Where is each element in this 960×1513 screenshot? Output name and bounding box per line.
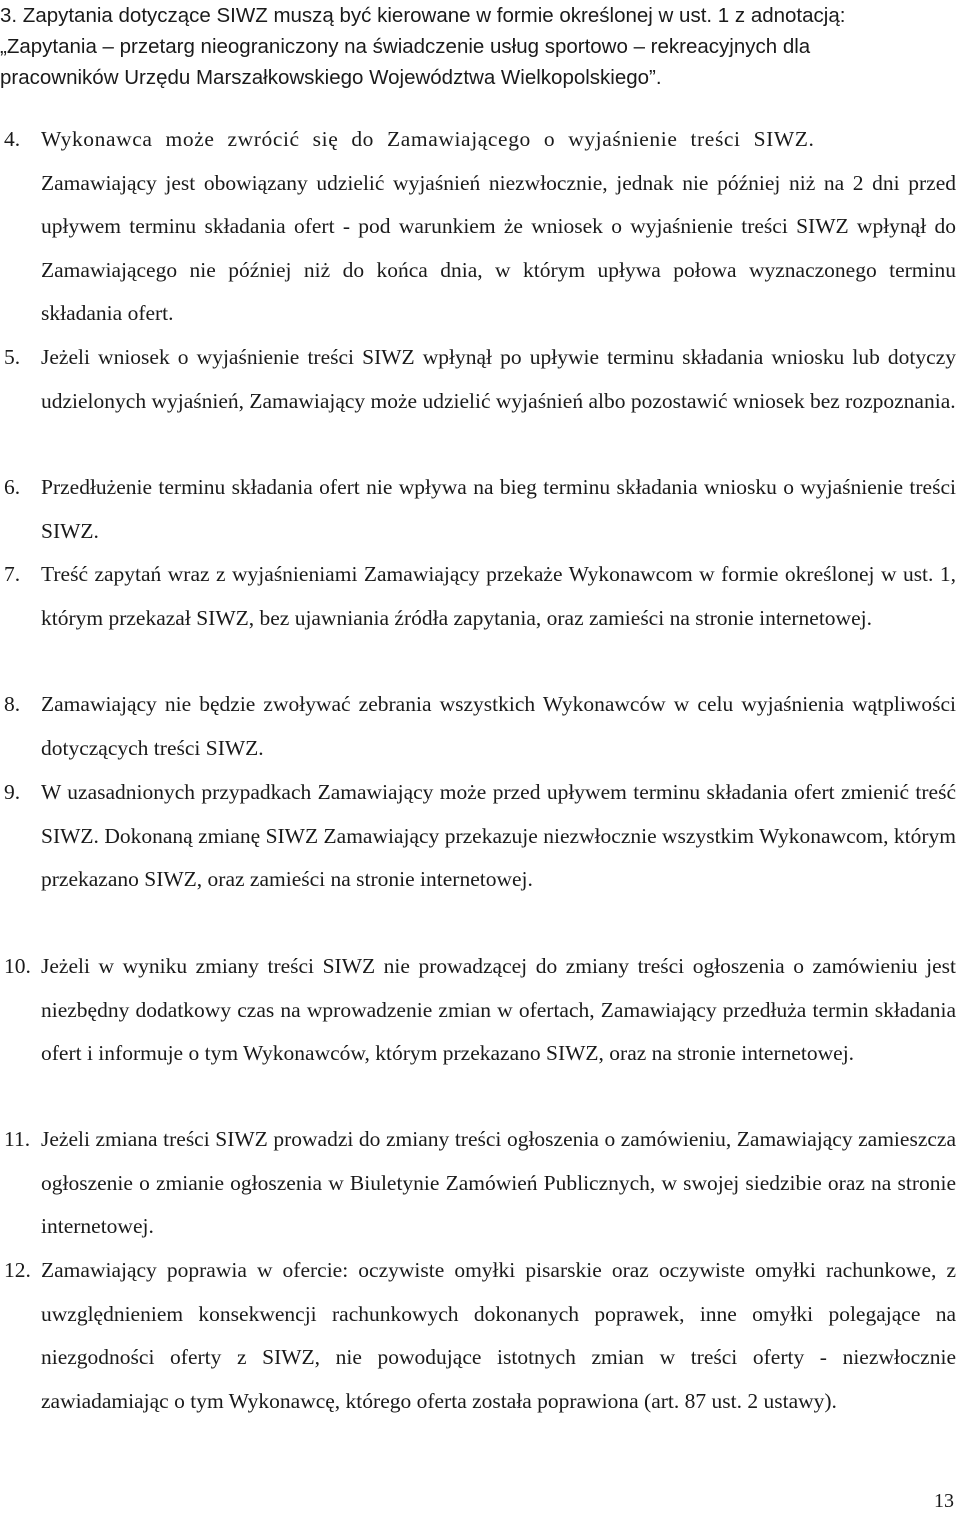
page-number: 13: [934, 1490, 954, 1512]
list-item-number: 12.: [4, 1258, 31, 1282]
list-item-text: Jeżeli w wyniku zmiany treści SIWZ nie prowadzącej do zmiany treści ogłoszenia o zamówieniu jest niezbędny dodatkowy czas na wprowadzenie zmian w ofertach, Zamawiający przedłuża termin składania ofert i informuje o tym Wykonawców, którym przekazano SIWZ, oraz na stronie internetowej.: [41, 954, 956, 1066]
list-item-text-continued: Zamawiający jest obowiązany udzielić wyjaśnień niezwłocznie, jednak nie później niż na 2 dni przed upływem terminu składania ofert - pod warunkiem że wniosek o wyjaśnienie treści SIWZ wpłynął do Zamawiającego nie później niż do końca dnia, w którym upływa połowa wyznaczonego terminu składania ofert.: [41, 170, 956, 326]
list-item-5: [0, 336, 956, 423]
list-item-8: [0, 683, 956, 770]
list-item-number: 10.: [4, 954, 31, 978]
list-item-4: [0, 118, 956, 336]
list-item-text: Przedłużenie terminu składania ofert nie wpływa na bieg terminu składania wniosku o wyjaśnienie treści SIWZ.: [41, 475, 956, 543]
list-item-9: [0, 771, 956, 902]
list-item-7: [0, 553, 956, 640]
list-item-number: 11.: [4, 1127, 31, 1151]
list-item-line: Wykonawca może zwrócić się do Zamawiającego o wyjaśnienie treści SIWZ.: [41, 127, 815, 151]
list-item-text: Jeżeli zmiana treści SIWZ prowadzi do zmiany treści ogłoszenia o zamówieniu, Zamawiający zamieszcza ogłoszenie o zmianie ogłoszenia w Biuletynie Zamówień Publicznych, w swojej siedzibie oraz na stronie internetowej.: [41, 1127, 956, 1239]
list-item-text: Treść zapytań wraz z wyjaśnieniami Zamawiający przekaże Wykonawcom w formie określonej w ust. 1, którym przekazał SIWZ, bez ujawniania źródła zapytania, oraz zamieści na stronie internetowej.: [41, 562, 956, 630]
list-item-number: 5.: [4, 345, 21, 369]
list-item-number: 4.: [4, 127, 21, 151]
intro-line-2: „Zapytania – przetarg nieograniczony na świadczenie usług sportowo – rekreacyjnych dla: [0, 35, 811, 58]
list-item-10: [0, 945, 956, 1076]
list-item-number: 6.: [4, 475, 21, 499]
intro-line-3: pracowników Urzędu Marszałkowskiego Województwa Wielkopolskiego”.: [0, 66, 662, 89]
list-item-number: 8.: [4, 692, 21, 716]
intro-paragraph: [0, 0, 958, 93]
intro-line-1: 3. Zapytania dotyczące SIWZ muszą być kierowane w formie określonej w ust. 1 z adnotacją:: [0, 4, 846, 27]
list-item-number: 9.: [4, 780, 21, 804]
list-item-number: 7.: [4, 562, 21, 586]
list-item-text: Zamawiający nie będzie zwoływać zebrania wszystkich Wykonawców w celu wyjaśnienia wątpliwości dotyczących treści SIWZ.: [41, 692, 956, 760]
list-item-text: [41, 118, 956, 162]
list-item-text: Zamawiający poprawia w ofercie: oczywiste omyłki pisarskie oraz oczywiste omyłki rachunkowe, z uwzględnieniem konsekwencji rachunkowych dokonanych poprawek, inne omyłki polegające na niezgodności oferty z SIWZ, nie powodujące istotnych zmian w treści oferty - niezwłocznie zawiadamiając o tym Wykonawcę, którego oferta została poprawiona (art. 87 ust. 2 ustawy).: [41, 1258, 956, 1413]
list-item-12: [0, 1249, 956, 1423]
list-item-text: Jeżeli wniosek o wyjaśnienie treści SIWZ wpłynął po upływie terminu składania wniosku lub dotyczy udzielonych wyjaśnień, Zamawiający może udzielić wyjaśnień albo pozostawić wniosek bez rozpoznania.: [41, 345, 956, 413]
list-item-6: [0, 466, 956, 553]
list-item-11: [0, 1118, 956, 1249]
list-item-text: W uzasadnionych przypadkach Zamawiający może przed upływem terminu składania ofert zmienić treść SIWZ. Dokonaną zmianę SIWZ Zamawiający przekazuje niezwłocznie wszystkim Wykonawcom, którym przekazano SIWZ, oraz zamieści na stronie internetowej.: [41, 780, 956, 892]
